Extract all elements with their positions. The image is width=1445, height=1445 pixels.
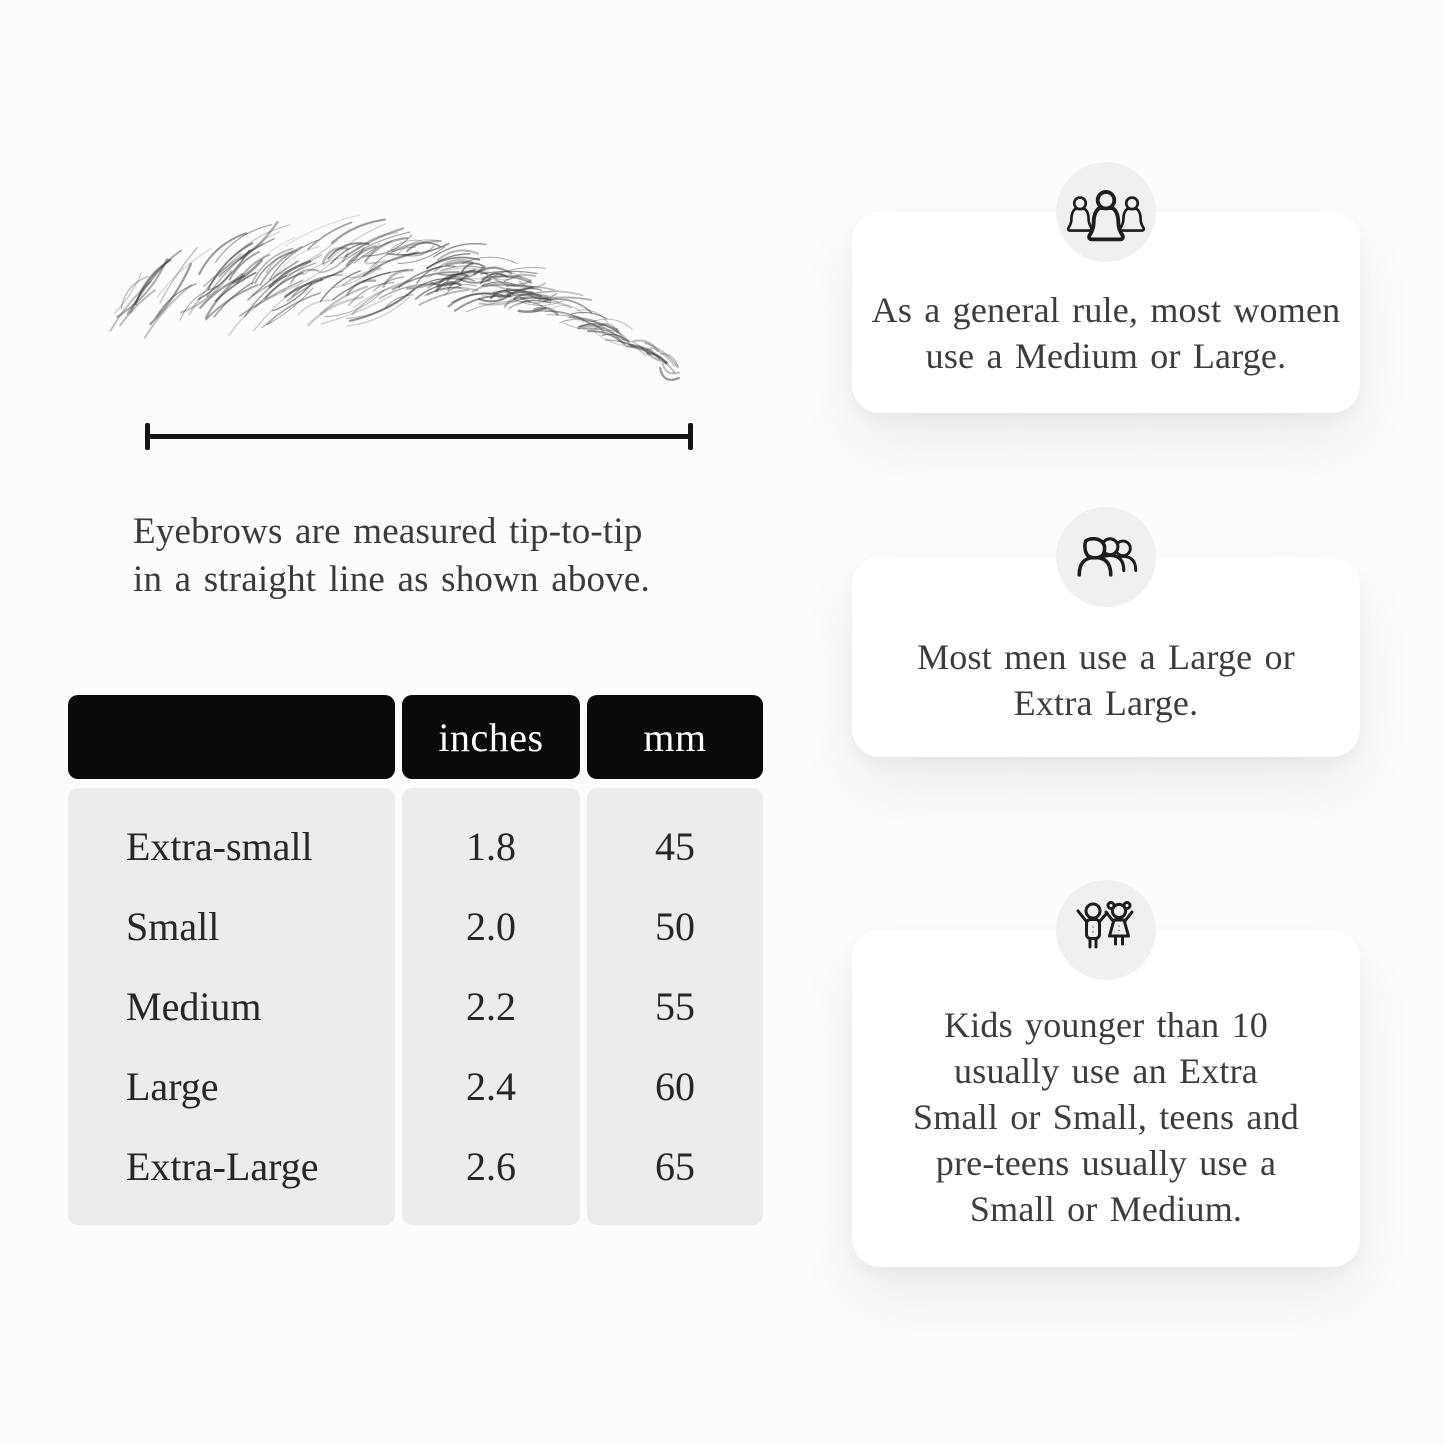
card-line: Most men use a Large or — [917, 637, 1295, 677]
icon-circle — [1056, 162, 1156, 262]
card-line: Kids younger than 10 — [944, 1005, 1268, 1045]
card-line: use a Medium or Large. — [925, 336, 1287, 376]
measurement-caption — [133, 508, 753, 604]
size-label: Large — [126, 1063, 219, 1109]
mm-value: 55 — [655, 983, 695, 1029]
size-table-header-row — [68, 695, 763, 779]
women-group-icon — [1064, 179, 1148, 245]
card-line: Extra Large. — [1013, 683, 1199, 723]
header-cell-sizes — [68, 695, 395, 779]
size-label: Medium — [126, 983, 262, 1029]
inches-value: 2.6 — [466, 1143, 516, 1189]
inches-value: 2.2 — [466, 983, 516, 1029]
size-label: Extra-small — [126, 823, 313, 869]
men-group-icon — [1064, 524, 1148, 590]
info-card-men — [852, 557, 1360, 757]
measurement-line — [145, 423, 693, 450]
inches-value: 1.8 — [466, 823, 516, 869]
header-label-inches: inches — [438, 714, 544, 760]
info-card-women — [852, 212, 1360, 413]
size-table-body — [68, 788, 763, 1225]
header-label-mm: mm — [643, 714, 707, 760]
info-card-kids — [852, 930, 1360, 1267]
size-label: Small — [126, 903, 220, 949]
card-line: pre-teens usually use a — [935, 1143, 1277, 1183]
column-size-names — [68, 788, 395, 1225]
mm-value: 45 — [655, 823, 695, 869]
inches-value: 2.0 — [466, 903, 516, 949]
column-mm — [587, 788, 763, 1225]
mm-value: 60 — [655, 1063, 695, 1109]
mm-value: 50 — [655, 903, 695, 949]
eyebrow-illustration — [116, 220, 701, 398]
card-line: Small or Medium. — [969, 1189, 1243, 1229]
card-text — [852, 634, 1360, 726]
mm-value: 65 — [655, 1143, 695, 1189]
icon-circle — [1056, 880, 1156, 980]
card-line: Small or Small, teens and — [913, 1097, 1299, 1137]
column-inches — [402, 788, 580, 1225]
measurement-bar — [145, 434, 693, 439]
header-cell-mm — [587, 695, 763, 779]
measurement-tick-right — [688, 423, 693, 450]
caption-line-1: Eyebrows are measured tip-to-tip — [133, 511, 643, 552]
card-text — [852, 287, 1360, 379]
size-table — [68, 695, 763, 1225]
header-cell-inches — [402, 695, 580, 779]
card-line: As a general rule, most women — [871, 290, 1341, 330]
icon-circle — [1056, 507, 1156, 607]
caption-line-2: in a straight line as shown above. — [133, 559, 651, 600]
children-icon — [1064, 897, 1148, 963]
card-line: usually use an Extra — [954, 1051, 1258, 1091]
inches-value: 2.4 — [466, 1063, 516, 1109]
card-text — [852, 1002, 1360, 1232]
size-label: Extra-Large — [126, 1143, 319, 1189]
